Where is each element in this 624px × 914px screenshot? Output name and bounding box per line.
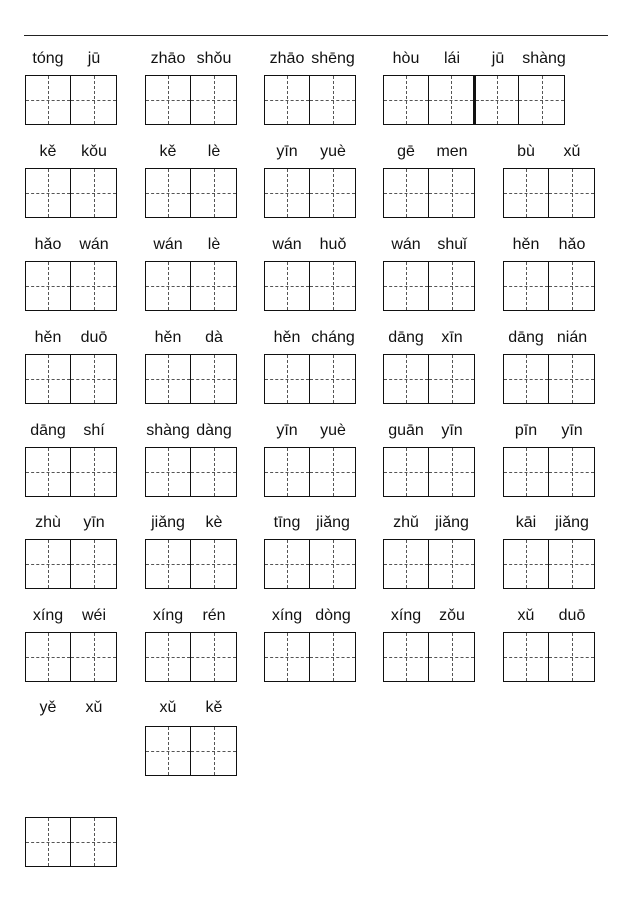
pinyin-syllable: jiǎng [151,514,185,531]
tian-grid-cell[interactable] [384,169,429,217]
writing-boxes [383,168,475,218]
writing-boxes [25,354,117,404]
tian-grid-cell[interactable] [71,633,116,681]
tian-grid-cell[interactable] [504,169,549,217]
tian-grid-cell[interactable] [146,169,191,217]
pinyin-line [503,328,595,348]
tian-grid-cell[interactable] [191,540,236,588]
pinyin-syllable: dà [205,329,223,346]
tian-grid-cell[interactable] [146,76,191,124]
tian-grid-cell[interactable] [384,448,429,496]
pinyin-syllable: jiǎng [316,514,350,531]
tian-grid-cell[interactable] [549,540,594,588]
pinyin-line [503,142,595,162]
pinyin-syllable: zhāo [150,50,186,67]
pinyin-syllable: zhù [35,514,61,531]
tian-grid-cell[interactable] [146,355,191,403]
pinyin-line [383,235,475,255]
tian-grid-cell[interactable] [26,633,71,681]
pinyin-line [503,513,595,533]
pinyin-syllable: jū [87,50,101,67]
pinyin-syllable: xǔ [563,143,581,160]
pinyin-syllable: lè [207,236,221,253]
tian-grid-cell[interactable] [549,448,594,496]
pinyin-line [264,142,356,162]
tian-grid-cell[interactable] [504,540,549,588]
writing-boxes [145,75,237,125]
writing-boxes [145,354,237,404]
pinyin-syllable: guān [388,422,424,439]
tian-grid-cell[interactable] [191,633,236,681]
writing-boxes [503,632,595,682]
pinyin-line [145,235,237,255]
pinyin-syllable: wán [391,236,421,253]
writing-boxes [25,817,117,867]
tian-grid-cell[interactable] [71,448,116,496]
tian-grid-cell[interactable] [504,448,549,496]
tian-grid-cell[interactable] [71,818,116,866]
writing-boxes [383,261,475,311]
pinyin-syllable: yīn [83,514,105,531]
writing-boxes [503,354,595,404]
pinyin-line [503,235,595,255]
pinyin-line [145,328,237,348]
pinyin-syllable: hòu [392,50,420,67]
tian-grid-cell[interactable] [429,355,474,403]
tian-grid-cell[interactable] [191,262,236,310]
writing-boxes [264,168,356,218]
pinyin-syllable: hěn [273,329,301,346]
pinyin-syllable: dāng [508,329,544,346]
tian-grid-cell[interactable] [71,262,116,310]
pinyin-syllable: zhǔ [393,514,419,531]
pinyin-line [25,421,117,441]
tian-grid-cell[interactable] [146,540,191,588]
writing-boxes [383,447,475,497]
tian-grid-cell[interactable] [191,448,236,496]
pinyin-syllable: lái [443,50,461,67]
pinyin-syllable: jiǎng [435,514,469,531]
pinyin-syllable: duō [558,607,586,624]
tian-grid-cell[interactable] [26,169,71,217]
tian-grid-cell[interactable] [549,262,594,310]
tian-grid-cell[interactable] [71,540,116,588]
pinyin-syllable: yě [39,699,57,716]
tian-grid-cell[interactable] [310,633,355,681]
pinyin-syllable: xíng [152,607,184,624]
pinyin-syllable: xíng [32,607,64,624]
pinyin-syllable: yīn [441,422,463,439]
writing-boxes [25,75,117,125]
pinyin-line [145,513,237,533]
pinyin-syllable: xǔ [85,699,103,716]
tian-grid-cell[interactable] [429,540,474,588]
pinyin-syllable: dāng [388,329,424,346]
tian-grid-cell[interactable] [265,355,310,403]
pinyin-syllable: shí [83,422,105,439]
pinyin-syllable: yuè [320,422,346,439]
pinyin-line [25,235,117,255]
pinyin-line [383,328,475,348]
pinyin-syllable: pīn [514,422,538,439]
pinyin-line [25,328,117,348]
pinyin-syllable: kāi [515,514,537,531]
top-rule [24,35,608,36]
pinyin-syllable: dàng [196,422,232,439]
tian-grid-cell[interactable] [310,540,355,588]
tian-grid-cell[interactable] [26,540,71,588]
pinyin-syllable: dòng [315,607,351,624]
tian-grid-cell[interactable] [549,633,594,681]
pinyin-syllable: zhāo [269,50,305,67]
writing-boxes [503,447,595,497]
tian-grid-cell[interactable] [384,540,429,588]
pinyin-line [145,49,237,69]
pinyin-syllable: bù [517,143,535,160]
pinyin-syllable: jiǎng [555,514,589,531]
writing-boxes [145,168,237,218]
tian-grid-cell[interactable] [549,169,594,217]
pinyin-syllable: cháng [311,329,355,346]
tian-grid-cell[interactable] [26,76,71,124]
tian-grid-cell[interactable] [146,262,191,310]
pinyin-syllable: xíng [390,607,422,624]
pinyin-syllable: yīn [561,422,583,439]
pinyin-line [25,513,117,533]
tian-grid-cell[interactable] [519,76,564,124]
writing-boxes [145,539,237,589]
pinyin-line [264,513,356,533]
tian-grid-cell[interactable] [549,355,594,403]
pinyin-line [145,606,237,626]
writing-boxes [503,168,595,218]
tian-grid-cell[interactable] [191,355,236,403]
tian-grid-cell[interactable] [384,76,429,124]
writing-boxes [383,539,475,589]
tian-grid-cell[interactable] [191,76,236,124]
tian-grid-cell[interactable] [26,262,71,310]
tian-grid-cell[interactable] [504,355,549,403]
pinyin-line [383,606,475,626]
tian-grid-cell[interactable] [504,633,549,681]
pinyin-line [264,235,356,255]
pinyin-syllable: wéi [81,607,107,624]
writing-boxes [25,632,117,682]
writing-boxes [503,261,595,311]
writing-boxes [145,261,237,311]
tian-grid-cell[interactable] [504,262,549,310]
pinyin-line [383,513,475,533]
writing-boxes [145,726,237,776]
writing-boxes [25,261,117,311]
pinyin-line [145,142,237,162]
pinyin-syllable: hěn [512,236,540,253]
pinyin-syllable: kě [159,143,177,160]
writing-boxes [145,447,237,497]
pinyin-line [383,142,475,162]
tian-grid-cell[interactable] [26,448,71,496]
tian-grid-cell[interactable] [265,633,310,681]
tian-grid-cell[interactable] [429,76,474,124]
pinyin-syllable: yīn [276,422,298,439]
writing-boxes [25,447,117,497]
tian-grid-cell[interactable] [429,169,474,217]
tian-grid-cell[interactable] [310,169,355,217]
tian-grid-cell[interactable] [265,448,310,496]
tian-grid-cell[interactable] [310,262,355,310]
tian-grid-cell[interactable] [71,355,116,403]
tian-grid-cell[interactable] [71,169,116,217]
writing-boxes [383,75,565,125]
tian-grid-cell[interactable] [384,355,429,403]
pinyin-syllable: tóng [32,50,64,67]
pinyin-syllable: shǒu [196,50,232,67]
writing-boxes [264,632,356,682]
pinyin-syllable: hǎo [34,236,62,253]
tian-grid-cell[interactable] [71,76,116,124]
pinyin-line [503,421,595,441]
pinyin-syllable: wán [153,236,183,253]
pinyin-syllable: tīng [273,514,301,531]
pinyin-syllable: xǔ [159,699,177,716]
pinyin-syllable: shēng [311,50,355,67]
pinyin-syllable: duō [80,329,108,346]
pinyin-line [503,606,595,626]
pinyin-line [145,698,237,718]
pinyin-syllable: gē [397,143,415,160]
tian-grid-cell[interactable] [265,76,310,124]
tian-grid-cell[interactable] [146,633,191,681]
pinyin-syllable: hǎo [558,236,586,253]
writing-boxes [264,75,356,125]
tian-grid-cell[interactable] [310,448,355,496]
tian-grid-cell[interactable] [191,727,236,775]
pinyin-syllable: jū [491,50,505,67]
writing-boxes [25,539,117,589]
pinyin-line [264,328,356,348]
writing-boxes [264,447,356,497]
pinyin-syllable: hěn [154,329,182,346]
tian-grid-cell[interactable] [474,76,519,124]
writing-boxes [503,539,595,589]
tian-grid-cell[interactable] [26,818,71,866]
pinyin-line [145,421,237,441]
pinyin-line [264,49,356,69]
pinyin-syllable: kǒu [81,143,107,160]
pinyin-syllable: men [436,143,468,160]
pinyin-syllable: xǔ [517,607,535,624]
pinyin-syllable: dāng [30,422,66,439]
pinyin-line [25,698,117,718]
writing-boxes [264,261,356,311]
writing-boxes [145,632,237,682]
pinyin-syllable: wán [272,236,302,253]
tian-grid-cell[interactable] [310,76,355,124]
tian-grid-cell[interactable] [310,355,355,403]
tian-grid-cell[interactable] [429,448,474,496]
writing-boxes [264,539,356,589]
pinyin-line [25,49,117,69]
pinyin-syllable: xīn [441,329,463,346]
pinyin-syllable: xíng [271,607,303,624]
pinyin-syllable: yīn [276,143,298,160]
pinyin-line [264,606,356,626]
tian-grid-cell[interactable] [265,262,310,310]
tian-grid-cell[interactable] [146,727,191,775]
writing-boxes [383,632,475,682]
pinyin-syllable: huǒ [319,236,347,253]
pinyin-syllable: zǒu [439,607,465,624]
tian-grid-cell[interactable] [191,169,236,217]
pinyin-syllable: hěn [34,329,62,346]
pinyin-syllable: kě [205,699,223,716]
pinyin-syllable: nián [556,329,588,346]
pinyin-syllable: lè [207,143,221,160]
pinyin-syllable: wán [79,236,109,253]
pinyin-syllable: shuǐ [437,236,467,253]
tian-grid-cell[interactable] [146,448,191,496]
pinyin-syllable: shàng [146,422,190,439]
pinyin-syllable: shàng [522,50,566,67]
tian-grid-cell[interactable] [384,633,429,681]
tian-grid-cell[interactable] [384,262,429,310]
tian-grid-cell[interactable] [429,633,474,681]
pinyin-line [264,421,356,441]
writing-boxes [25,168,117,218]
tian-grid-cell[interactable] [265,540,310,588]
pinyin-syllable: rén [202,607,226,624]
pinyin-line [383,49,567,69]
tian-grid-cell[interactable] [429,262,474,310]
tian-grid-cell[interactable] [26,355,71,403]
tian-grid-cell[interactable] [265,169,310,217]
pinyin-syllable: yuè [320,143,346,160]
pinyin-syllable: kě [39,143,57,160]
pinyin-line [383,421,475,441]
pinyin-syllable: kè [205,514,223,531]
pinyin-line [25,142,117,162]
writing-boxes [264,354,356,404]
writing-boxes [383,354,475,404]
pinyin-line [25,606,117,626]
